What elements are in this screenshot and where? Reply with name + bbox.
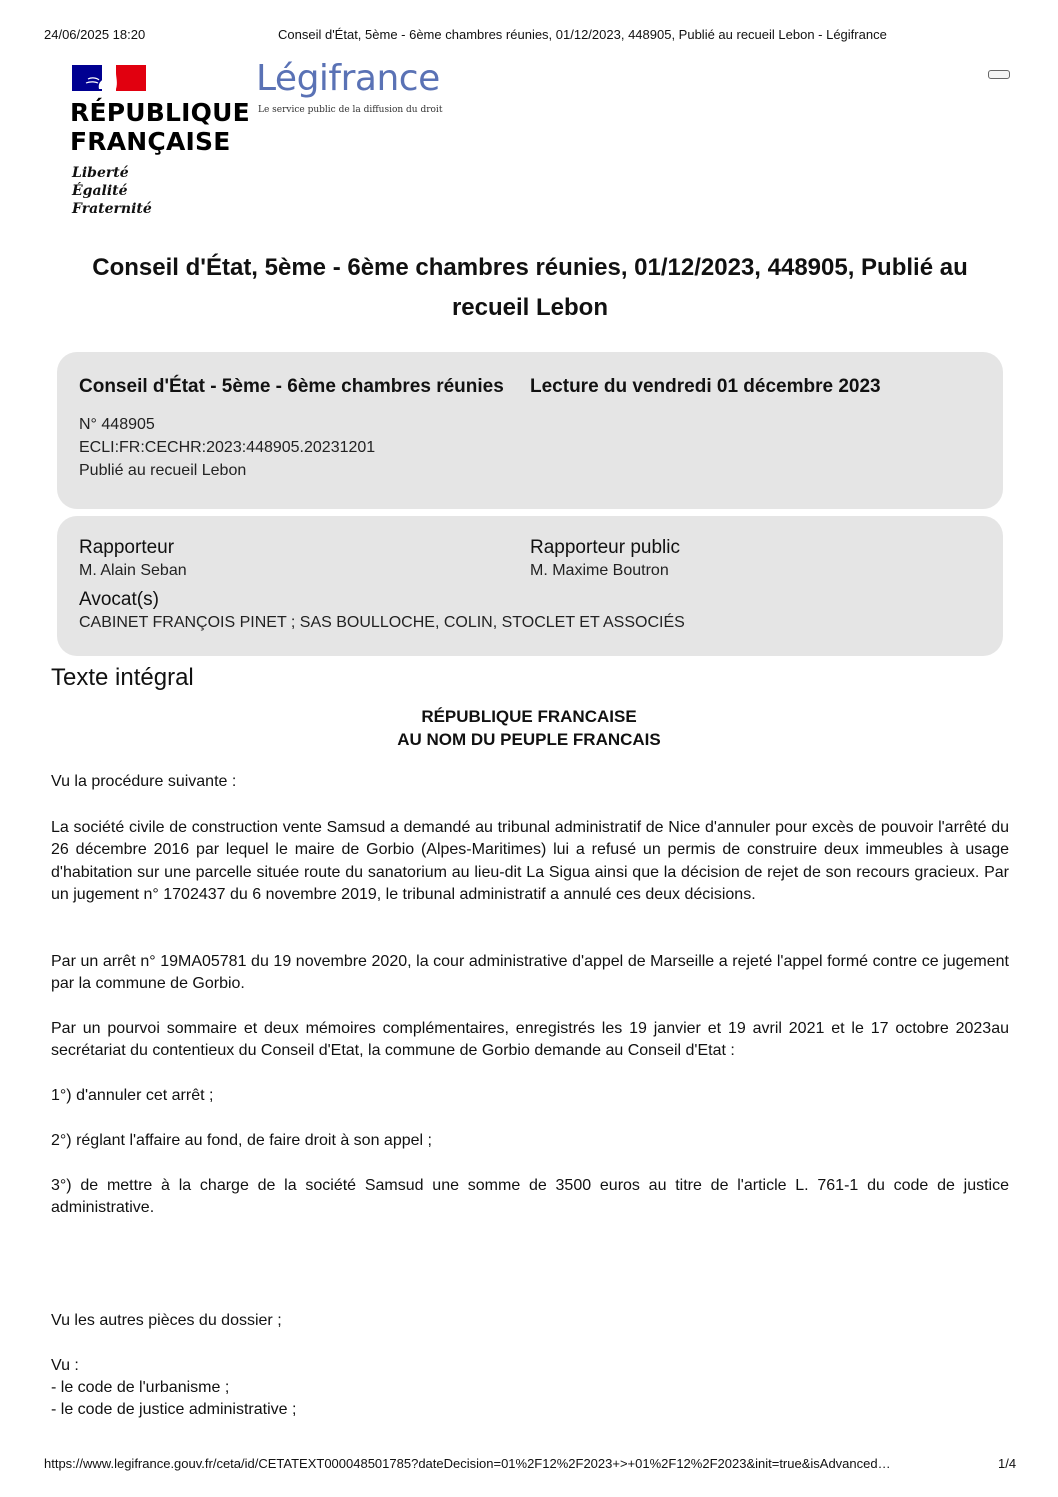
page-title: Conseil d'État, 5ème - 6ème chambres réunies, 01/12/2023, 448905, Publié au recueil Lebon xyxy=(92,254,968,321)
rapporteur-public-label: Rapporteur public xyxy=(530,537,680,558)
menu-button[interactable] xyxy=(988,70,1010,79)
print-page-title: Conseil d'État, 5ème - 6ème chambres réunies, 01/12/2023, 448905, Publié au recueil Lebon - Légifrance xyxy=(278,27,887,42)
decision-info-card xyxy=(57,352,1003,509)
heading-peuple: AU NOM DU PEUPLE FRANCAIS xyxy=(397,730,661,749)
devise-fraternite: Fraternité xyxy=(72,201,152,217)
paragraph: 1°) d'annuler cet arrêt ; xyxy=(51,1087,214,1104)
page-url: https://www.legifrance.gouv.fr/ceta/id/CETATEXT000048501785?dateDecision=01%2F12%2F2023+>+01%2F12%2F2023&init=true&isAdvanced… xyxy=(44,1456,891,1471)
paragraph: Par un arrêt n° 19MA05781 du 19 novembre 2020, la cour administrative d'appel de Marseille a rejeté l'appel formé contre ce jugement par la commune de Gorbio. xyxy=(51,953,1009,993)
decision-number: N° 448905 xyxy=(79,416,155,433)
paragraph: 3°) de mettre à la charge de la société Samsud une somme de 3500 euros au titre de l'article L. 761-1 du code de justice administrative. xyxy=(51,1177,1009,1217)
legifrance-tagline: Le service public de la diffusion du droit xyxy=(258,105,443,115)
heading-republique: RÉPUBLIQUE FRANCAISE xyxy=(421,707,637,726)
print-datetime: 24/06/2025 18:20 xyxy=(44,27,146,42)
paragraph: Vu : xyxy=(51,1357,79,1374)
parties-card xyxy=(57,516,1003,656)
paragraph: Vu la procédure suivante : xyxy=(51,773,237,790)
paragraph: Vu les autres pièces du dossier ; xyxy=(51,1312,282,1329)
rapporteur-label: Rapporteur xyxy=(79,537,175,558)
devise-egalite: Égalité xyxy=(72,183,128,199)
avocats-label: Avocat(s) xyxy=(79,589,159,610)
rf-line2: FRANÇAISE xyxy=(70,127,231,156)
section-title-texte-integral: Texte intégral xyxy=(51,664,194,691)
republique-francaise-logo xyxy=(70,98,250,156)
paragraph: La société civile de construction vente Samsud a demandé au tribunal administratif de Nice d'annuler pour excès de pouvoir l'arrêté du 26 décembre 2016 par lequel le maire de Gorbio (Alpes-Maritimes) lui a refusé un permis de construire deux immeubles à usage d'habitation sur une parcelle située route du sanatorium au lieu-dit La Sigua ainsi que la décision de rejet de son recours gracieux. Par un jugement n° 1702437 du 6 novembre 2019, le tribunal administratif a annulé ces deux décisions. xyxy=(51,819,1009,904)
paragraph: 2°) réglant l'affaire au fond, de faire droit à son appel ; xyxy=(51,1132,432,1149)
devise-liberte: Liberté xyxy=(72,165,129,181)
paragraph: Par un pourvoi sommaire et deux mémoires complémentaires, enregistrés les 19 janvier et 19 avril 2021 et le 17 octobre 2023au secrétariat du contentieux du Conseil d'Etat, la commune de Gorbio demande au Conseil d'Etat : xyxy=(51,1020,1009,1060)
page-number: 1/4 xyxy=(998,1456,1017,1471)
marianne-flag-icon xyxy=(72,65,146,91)
paragraph: - le code de justice administrative ; xyxy=(51,1401,297,1418)
legifrance-logo[interactable]: Légifrance xyxy=(256,58,440,99)
ecli-code: ECLI:FR:CECHR:2023:448905.20231201 xyxy=(79,439,376,456)
rapporteur-public-value: M. Maxime Boutron xyxy=(530,562,669,579)
publication-status: Publié au recueil Lebon xyxy=(79,462,247,479)
devise xyxy=(72,164,152,218)
reading-date: Lecture du vendredi 01 décembre 2023 xyxy=(530,376,881,397)
jurisdiction: Conseil d'État - 5ème - 6ème chambres réunies xyxy=(79,376,504,397)
rf-line1: RÉPUBLIQUE xyxy=(70,98,250,127)
avocats-value: CABINET FRANÇOIS PINET ; SAS BOULLOCHE, COLIN, STOCLET ET ASSOCIÉS xyxy=(79,614,685,631)
rapporteur-value: M. Alain Seban xyxy=(79,562,187,579)
paragraph: - le code de l'urbanisme ; xyxy=(51,1379,230,1396)
